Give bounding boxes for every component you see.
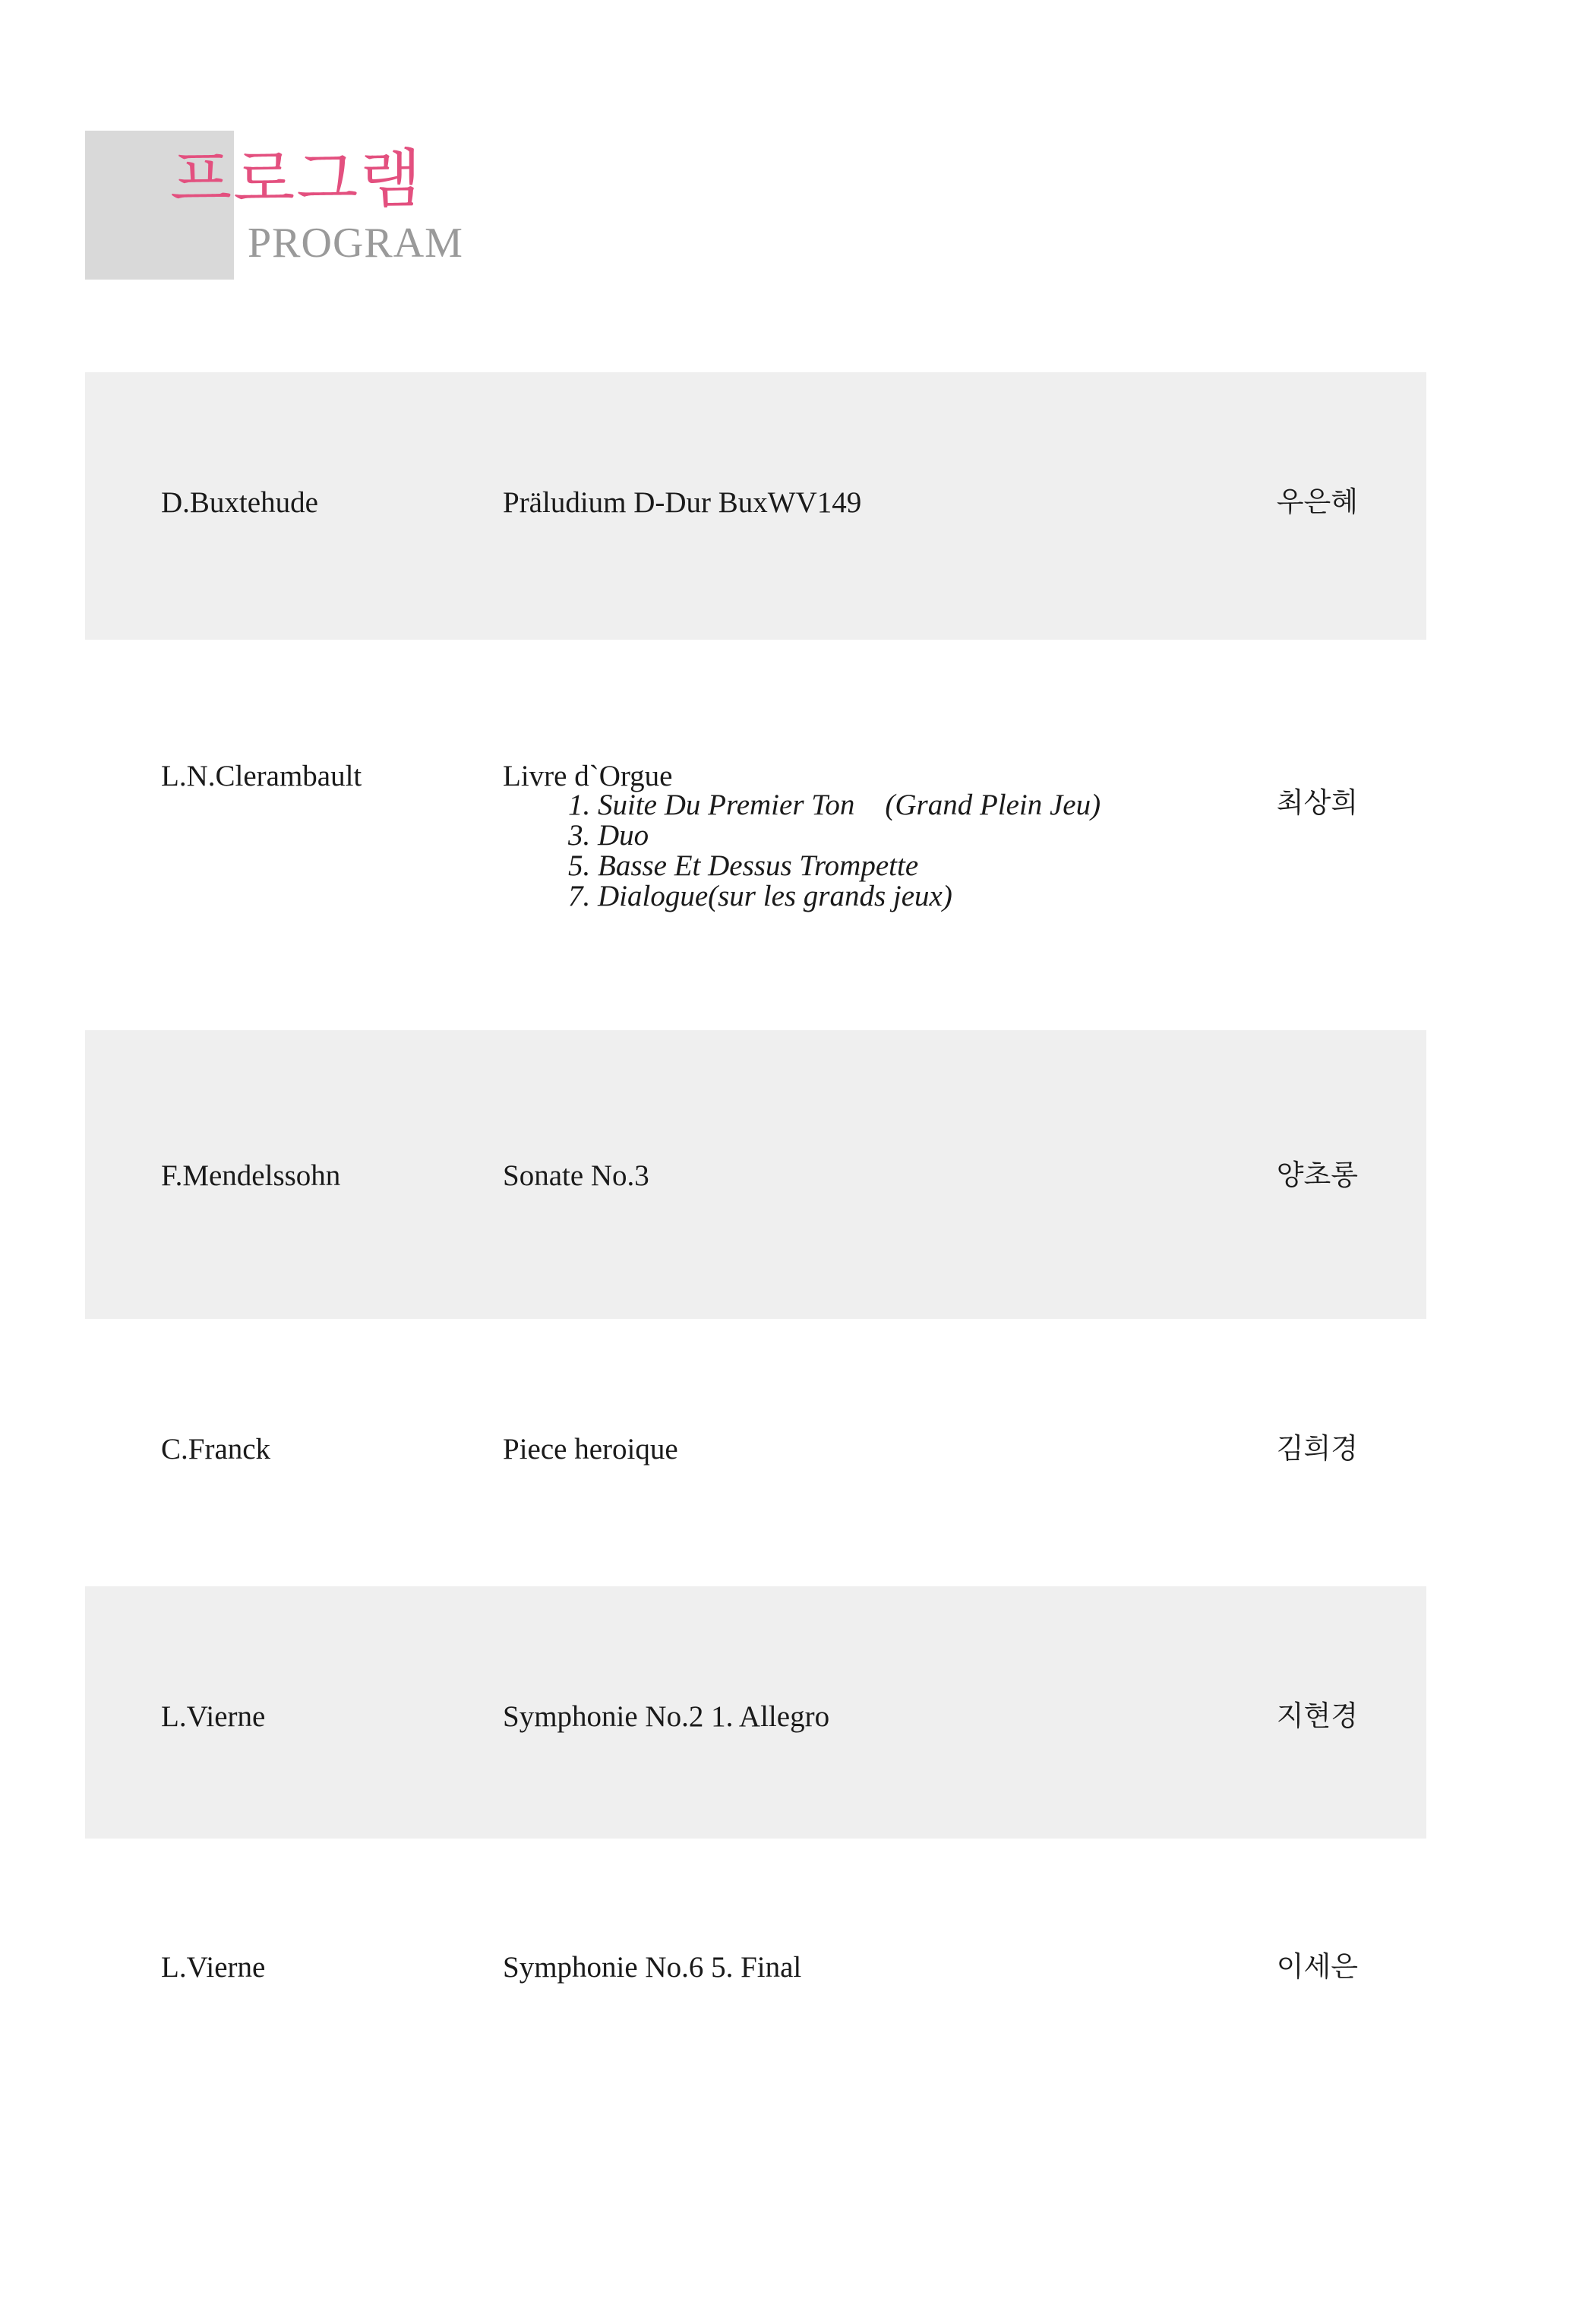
piece-title: Symphonie No.6 5. Final [503, 1951, 802, 1984]
page-header [85, 131, 541, 283]
movement-subtitle: (Grand Plein Jeu) [885, 789, 1101, 821]
program-row [85, 1030, 1426, 1319]
movement-item [568, 881, 1101, 912]
program-list [85, 372, 1426, 2082]
program-row [85, 1319, 1426, 1586]
composer-name: L.Vierne [161, 1951, 266, 1984]
movement-title: 3. Duo [568, 819, 649, 852]
composer-name: L.Vierne [161, 1700, 266, 1733]
movement-title: 1. Suite Du Premier Ton [568, 789, 855, 821]
piece-title: Piece heroique [503, 1433, 678, 1466]
composer-name: F.Mendelssohn [161, 1159, 341, 1192]
composer-name: L.N.Clerambault [161, 760, 362, 792]
piece-title: Sonate No.3 [503, 1159, 649, 1192]
composer-name: C.Franck [161, 1433, 271, 1466]
movement-title: 5. Basse Et Dessus Trompette [568, 849, 919, 882]
piece-title: Livre d`Orgue [503, 760, 673, 792]
piece-title: Symphonie No.2 1. Allegro [503, 1700, 830, 1733]
program-row [85, 640, 1426, 1030]
performer-name: 지현경 [1276, 1700, 1358, 1732]
program-row [85, 1586, 1426, 1839]
performer-name: 최상희 [1276, 786, 1358, 819]
performer-name: 이세은 [1276, 1950, 1358, 1983]
performer-name: 김희경 [1276, 1432, 1358, 1465]
movement-item [568, 790, 1101, 821]
performer-name: 우은혜 [1276, 485, 1358, 518]
program-row [85, 372, 1426, 640]
movement-list [568, 790, 1101, 912]
program-row [85, 1839, 1426, 2082]
movement-title: 7. Dialogue(sur les grands jeux) [568, 880, 952, 912]
page-title-korean: 프로그램 [170, 142, 423, 217]
page-title-english: PROGRAM [248, 220, 463, 267]
piece-title: Präludium D-Dur BuxWV149 [503, 486, 862, 519]
movement-item [568, 851, 1101, 881]
performer-name: 양초롱 [1276, 1159, 1358, 1191]
composer-name: D.Buxtehude [161, 486, 318, 519]
movement-item [568, 821, 1101, 851]
